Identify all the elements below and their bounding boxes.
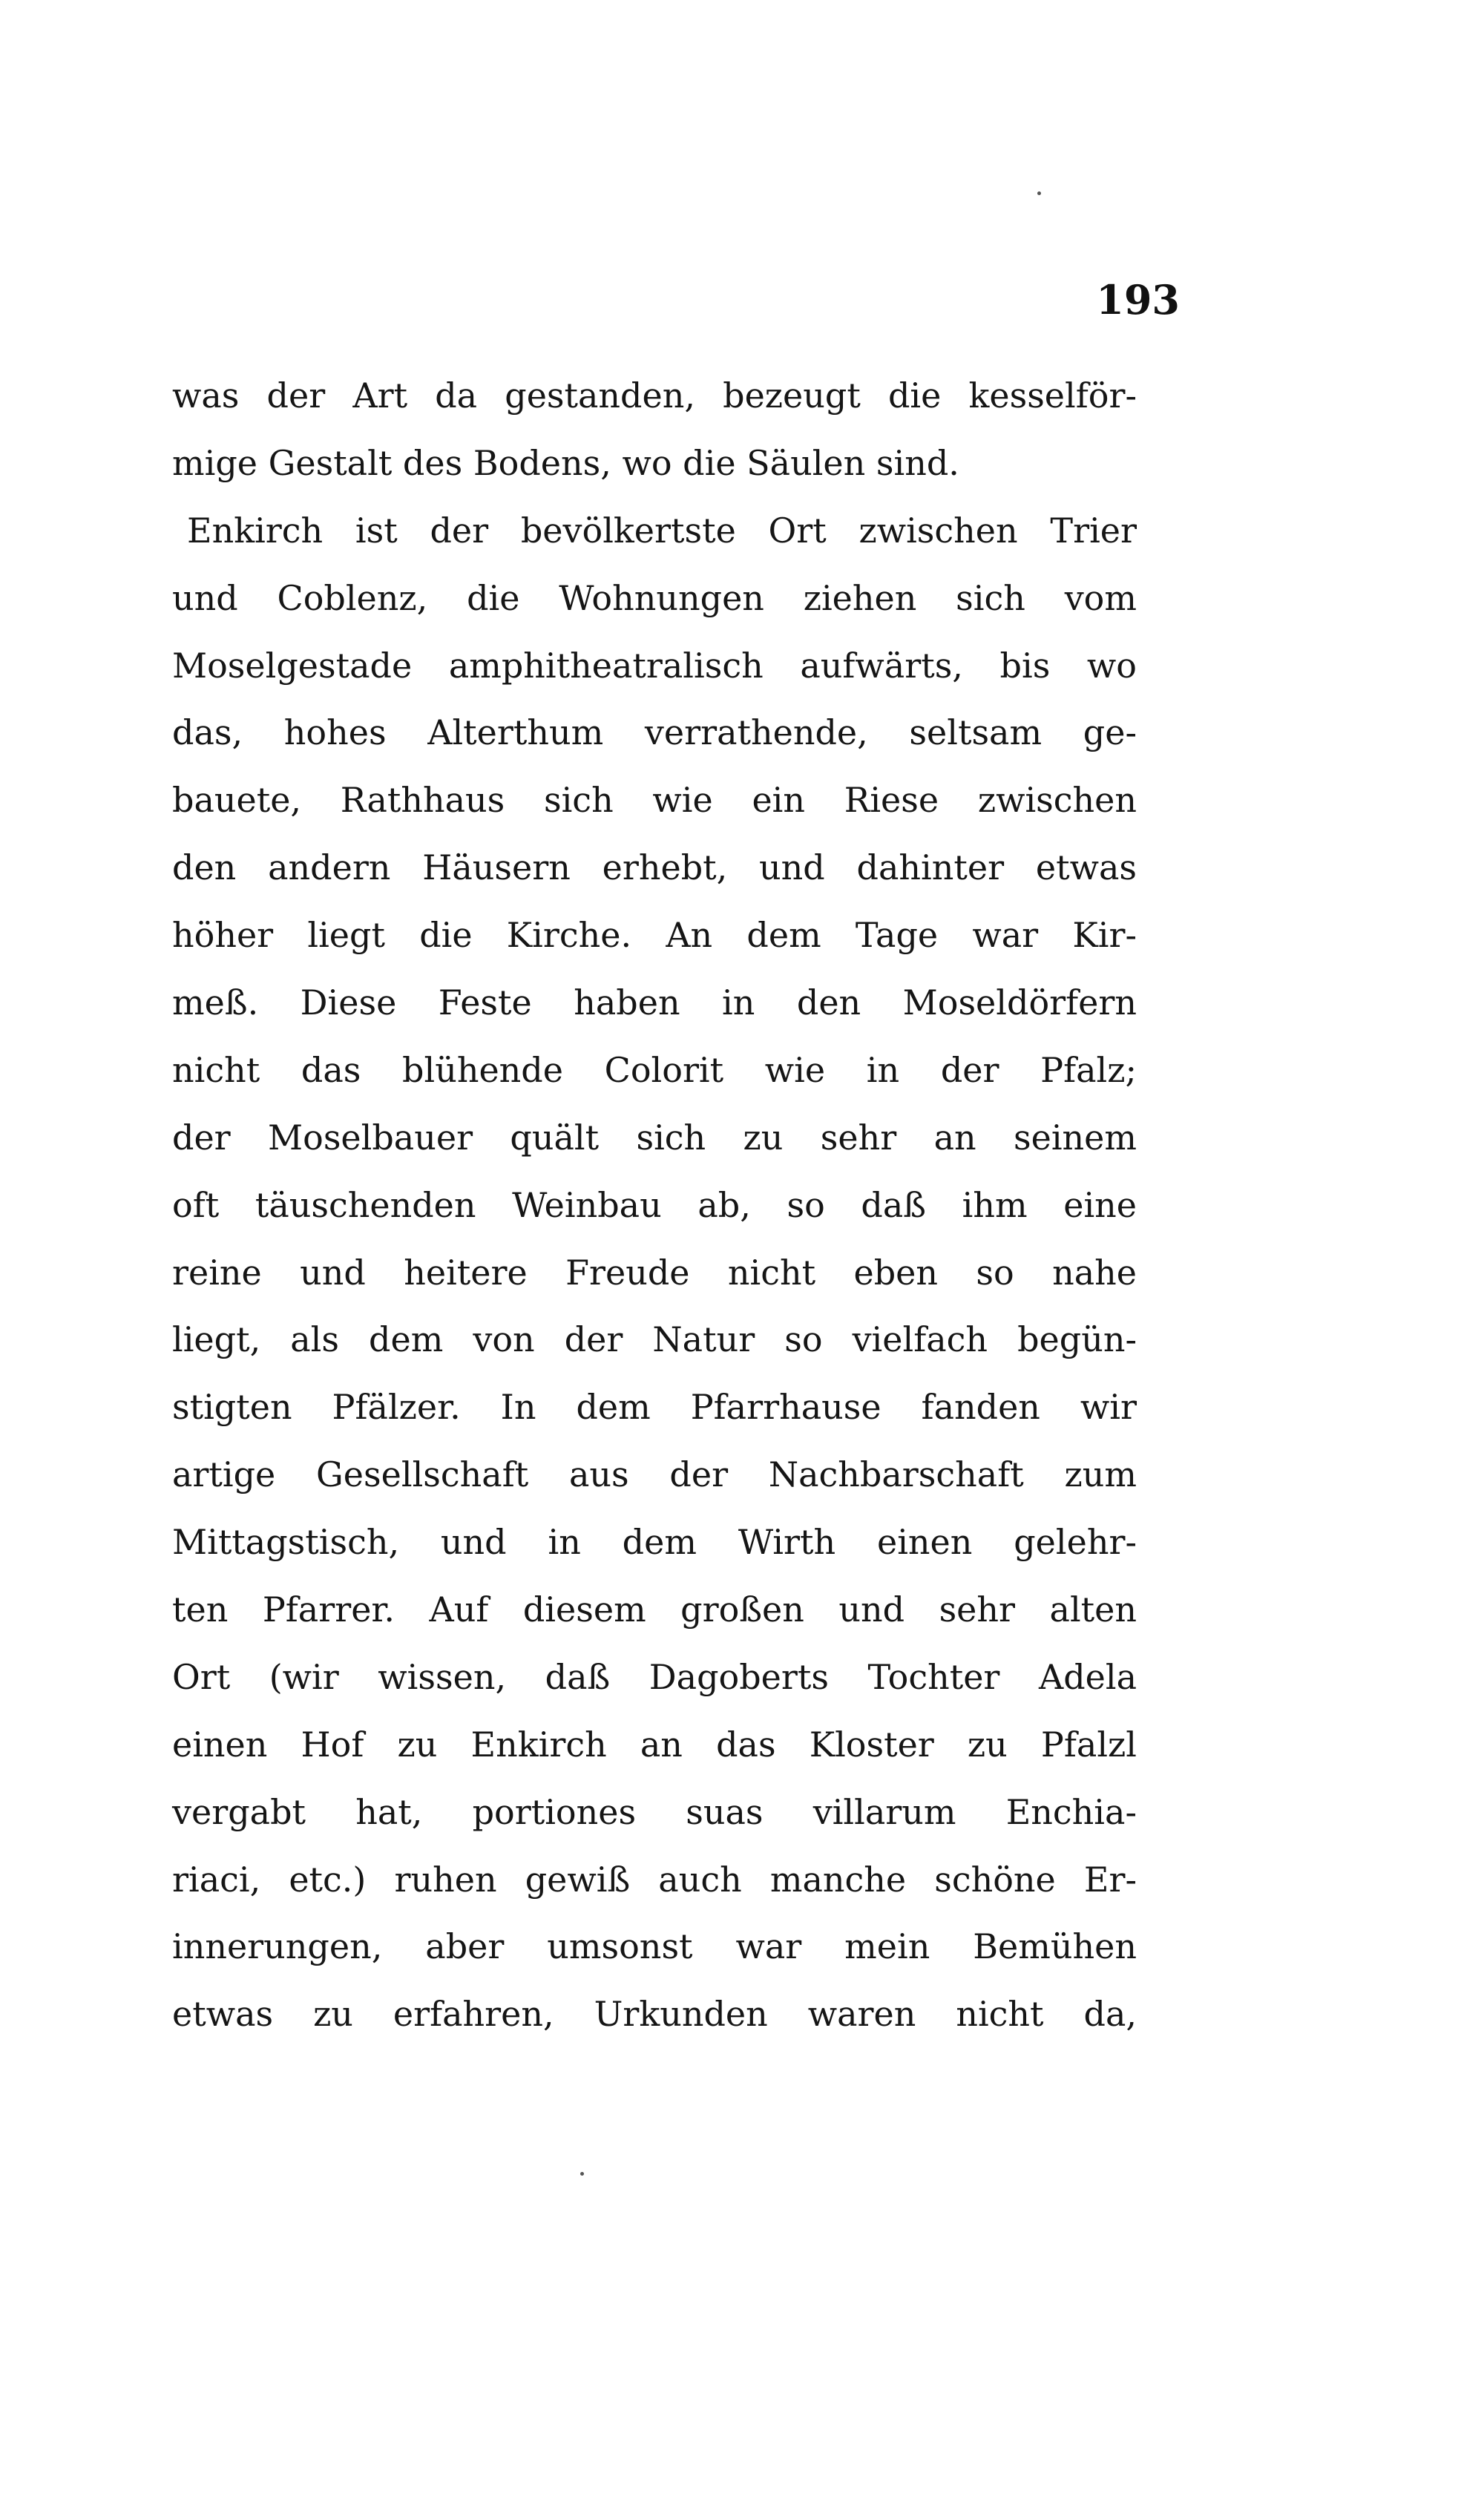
text-line: was der Art da gestanden, bezeugt die kesselför-: [172, 375, 1137, 416]
text-line: Mittagstisch, und in dem Wirth einen gelehr-: [172, 1522, 1137, 1563]
text-line: das, hohes Alterthum verrathende, seltsam ge-: [172, 712, 1137, 753]
text-line: der Moselbauer quält sich zu sehr an seinem: [172, 1117, 1137, 1158]
text-line: nicht das blühende Colorit wie in der Pfalz;: [172, 1049, 1137, 1090]
text-line: meß. Diese Feste haben in den Moseldörfern: [172, 982, 1137, 1023]
text-line: reine und heitere Freude nicht eben so nahe: [172, 1252, 1137, 1293]
text-line: etwas zu erfahren, Urkunden waren nicht da,: [172, 1994, 1137, 2035]
text-line: ten Pfarrer. Auf diesem großen und sehr alten: [172, 1589, 1137, 1630]
text-line: riaci, etc.) ruhen gewiß auch manche schöne Er-: [172, 1859, 1137, 1900]
body-text: [172, 362, 1137, 2048]
paper-speck: [580, 2172, 584, 2176]
text-line: oft täuschenden Weinbau ab, so daß ihm eine: [172, 1184, 1137, 1225]
text-line: vergabt hat, portiones suas villarum Enchia-: [172, 1791, 1137, 1832]
text-line: und Coblenz, die Wohnungen ziehen sich vom: [172, 577, 1137, 618]
text-line: höher liegt die Kirche. An dem Tage war Kir-: [172, 915, 1137, 956]
text-line: Enkirch ist der bevölkertste Ort zwischen Trier: [187, 510, 1137, 551]
page-number: 193: [1096, 276, 1180, 324]
paper-speck: [1037, 191, 1041, 195]
text-line: liegt, als dem von der Natur so vielfach begün-: [172, 1319, 1137, 1360]
text-line: stigten Pfälzer. In dem Pfarrhause fanden wir: [172, 1387, 1137, 1428]
text-line: Ort (wir wissen, daß Dagoberts Tochter Adela: [172, 1656, 1137, 1697]
text-line: innerungen, aber umsonst war mein Bemühen: [172, 1926, 1137, 1967]
text-line: den andern Häusern erhebt, und dahinter etwas: [172, 847, 1137, 888]
text-line: mige Gestalt des Bodens, wo die Säulen sind.: [172, 442, 959, 483]
text-line: Moselgestade amphitheatralisch aufwärts, bis wo: [172, 645, 1137, 686]
text-line: bauete, Rathhaus sich wie ein Riese zwischen: [172, 780, 1137, 821]
text-line: artige Gesellschaft aus der Nachbarschaft zum: [172, 1454, 1137, 1495]
text-line: einen Hof zu Enkirch an das Kloster zu Pfalzl: [172, 1724, 1137, 1765]
